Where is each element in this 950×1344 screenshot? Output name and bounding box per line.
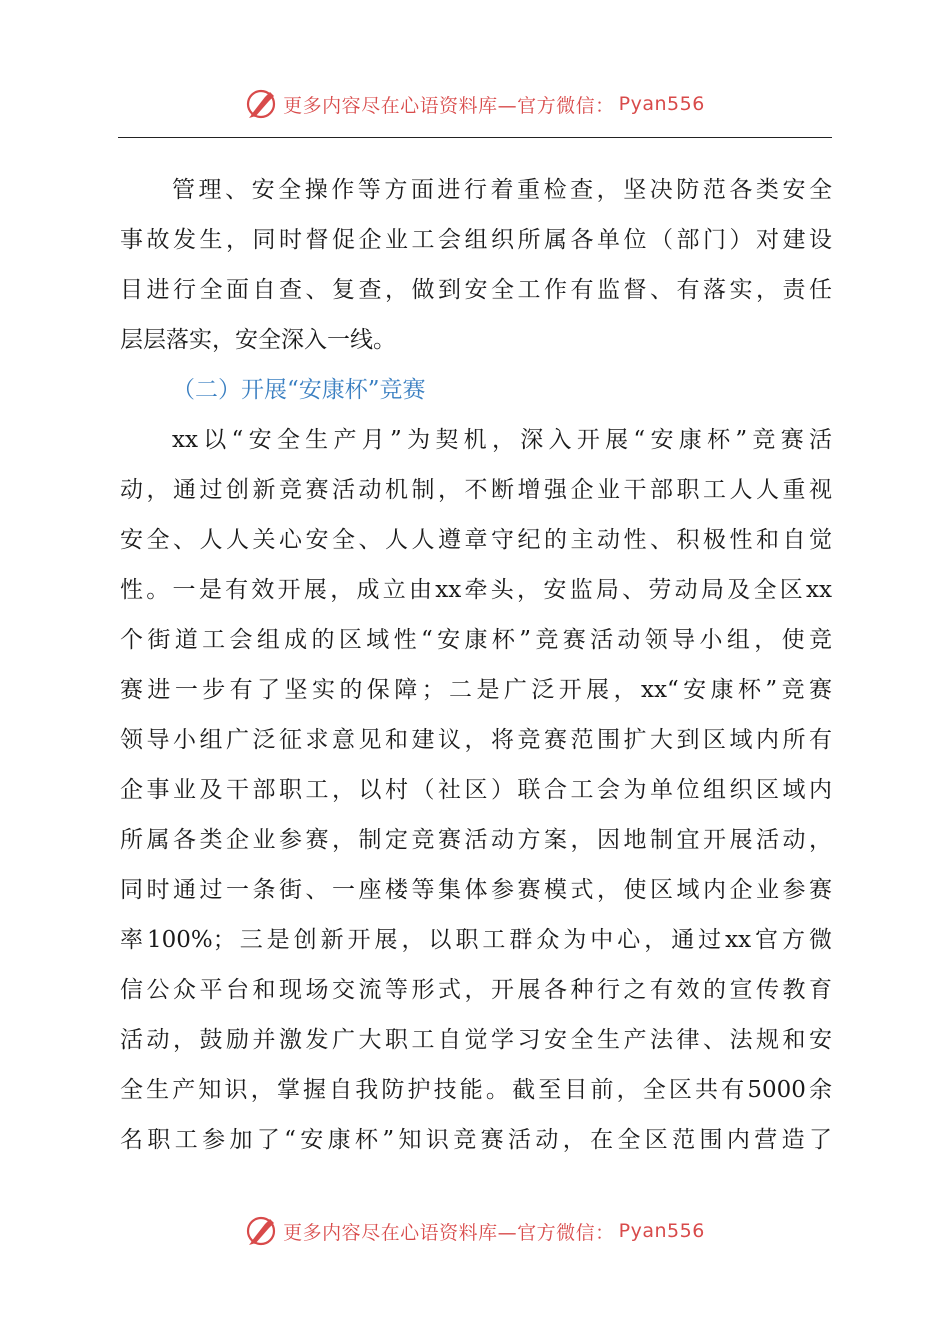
text-line: 领导小组广泛征求意见和建议，将竞赛范围扩大到区域内所有 — [120, 727, 832, 753]
text-line: 赛进一步有了坚实的保障；二是广泛开展，xx“安康杯”竞赛 — [120, 677, 832, 703]
footer-banner — [0, 1211, 950, 1251]
text-line: xx以“安全生产月”为契机，深入开展“安康杯”竞赛活 — [172, 427, 832, 453]
text-line: 同时通过一条街、一座楼等集体参赛模式，使区域内企业参赛 — [120, 877, 832, 903]
text-line: 层层落实，安全深入一线。 — [120, 327, 396, 353]
text-line: 性。一是有效开展，成立由xx牵头，安监局、劳动局及全区xx — [120, 577, 832, 603]
text-line: 安全、人人关心安全、人人遵章守纪的主动性、积极性和自觉 — [120, 527, 832, 553]
text-line: 全生产知识，掌握自我防护技能。截至目前，全区共有5000余 — [120, 1077, 832, 1103]
text-line: 事故发生，同时督促企业工会组织所属各单位（部门）对建设 — [120, 227, 832, 253]
text-line: 管理、安全操作等方面进行着重检查，坚决防范各类安全 — [172, 177, 832, 203]
wechat-id: Pyan556 — [618, 1220, 705, 1242]
text-line: 名职工参加了“安康杯”知识竞赛活动，在全区范围内营造了 — [120, 1127, 832, 1153]
text-line: 所属各类企业参赛，制定竞赛活动方案，因地制宜开展活动， — [120, 827, 832, 853]
text-line: 活动，鼓励并激发广大职工自觉学习安全生产法律、法规和安 — [120, 1027, 832, 1053]
header-divider — [118, 137, 832, 138]
text-line: 信公众平台和现场交流等形式，开展各种行之有效的宣传教育 — [120, 977, 832, 1003]
banner-text: 更多内容尽在心语资料库—官方微信： — [283, 94, 615, 117]
pen-logo-icon — [245, 87, 279, 121]
text-line: 企事业及干部职工，以村（社区）联合工会为单位组织区域内 — [120, 777, 832, 803]
section-heading: （二）开展“安康杯”竞赛 — [172, 377, 426, 403]
banner-text: 更多内容尽在心语资料库—官方微信： — [283, 1221, 615, 1244]
text-line: 目进行全面自查、复查，做到安全工作有监督、有落实，责任 — [120, 277, 832, 303]
document-body — [120, 165, 832, 1165]
wechat-id: Pyan556 — [618, 93, 705, 115]
text-line: 动，通过创新竞赛活动机制，不断增强企业干部职工人人重视 — [120, 477, 832, 503]
pen-logo-icon — [245, 1214, 279, 1248]
text-line: 率100%；三是创新开展，以职工群众为中心，通过xx官方微 — [120, 927, 832, 953]
text-line: 个街道工会组成的区域性“安康杯”竞赛活动领导小组，使竞 — [120, 627, 832, 653]
header-banner — [0, 84, 950, 124]
